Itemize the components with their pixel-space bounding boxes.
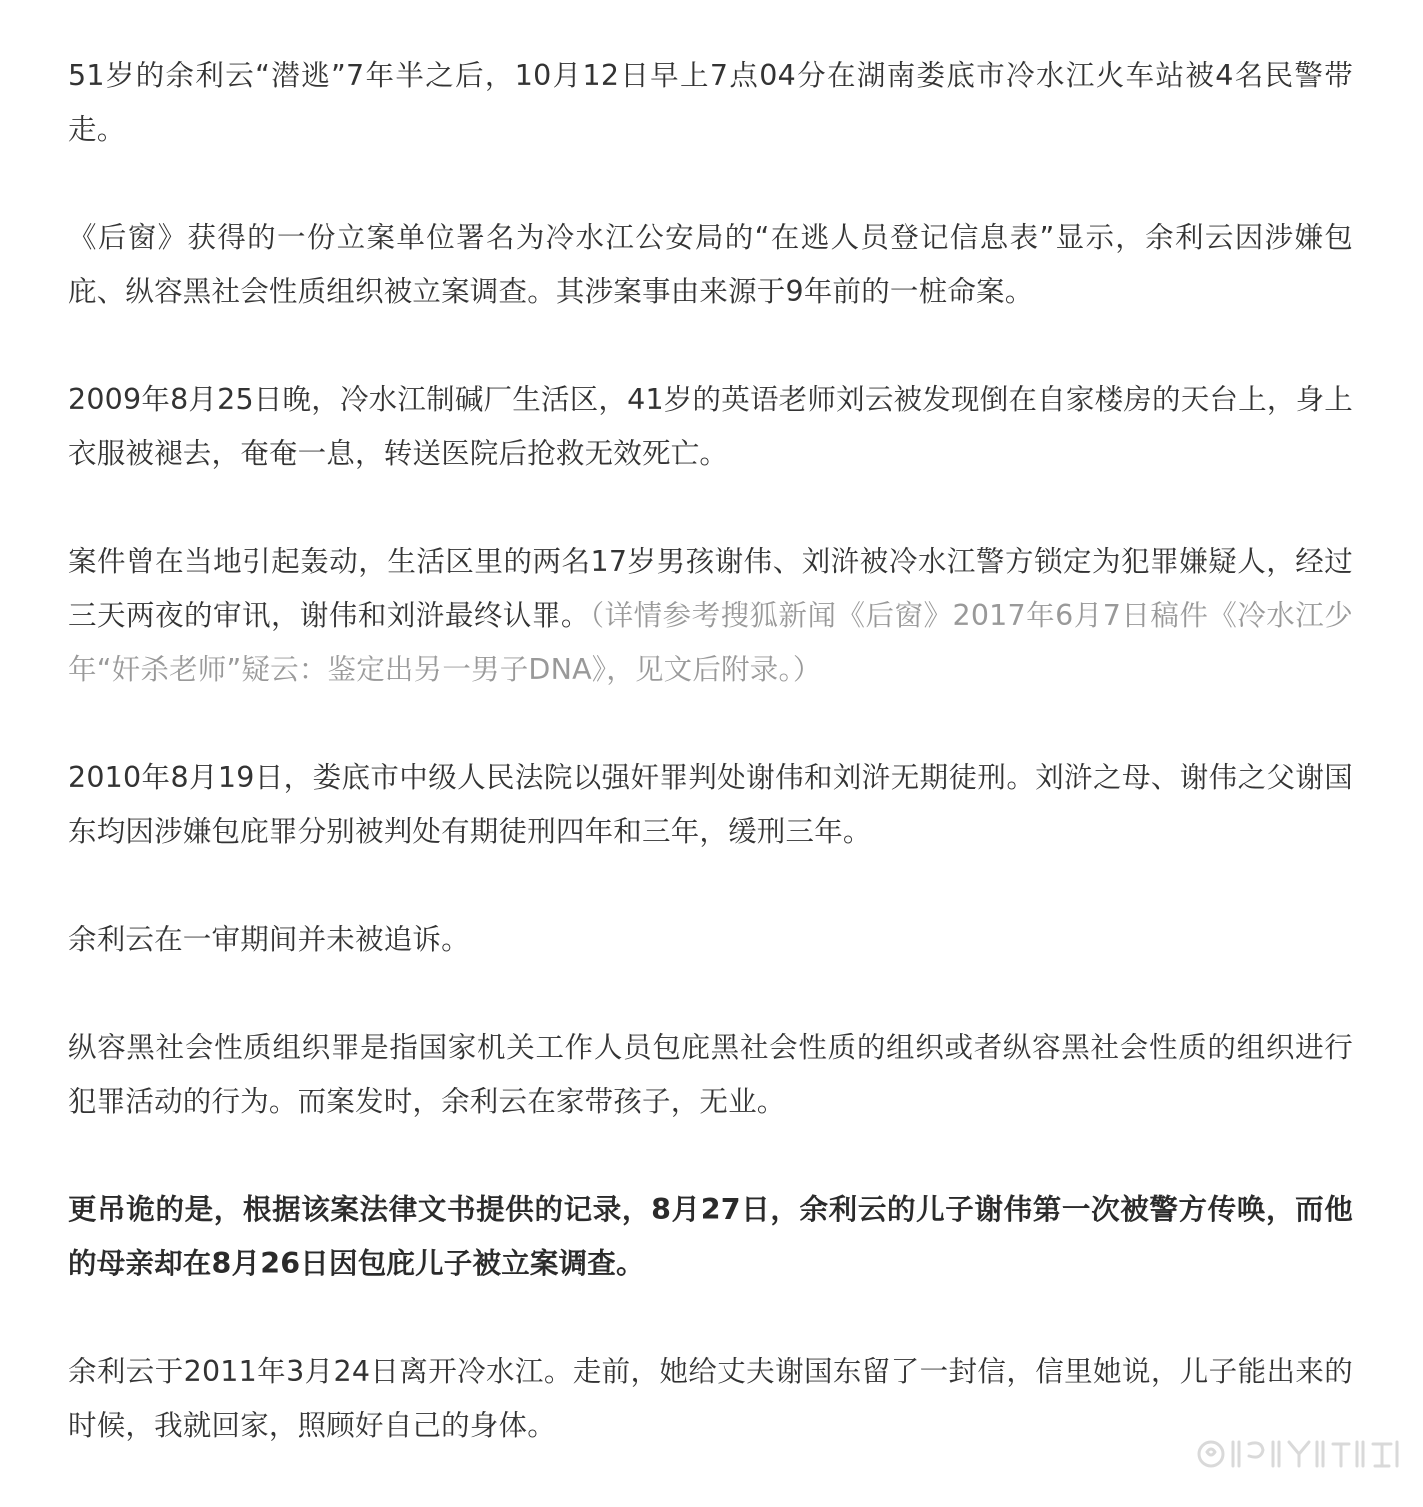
reference-note: （详情参考搜狐新闻《后窗》2017年6月7日稿件《冷水江少年“奸杀老师”疑云：鉴定出另一男子DNA》，见文后附录。） bbox=[68, 599, 1353, 686]
article-body bbox=[68, 49, 1353, 1507]
paragraph-suspects bbox=[68, 535, 1353, 697]
watermark-logo-icon bbox=[1193, 1430, 1409, 1476]
paragraph-suspects-text: 案件曾在当地引起轰动，生活区里的两名17岁男孩谢伟、刘浒被冷水江警方锁定为犯罪嫌疑人，经过三天两夜的审讯，谢伟和刘浒最终认罪。 bbox=[68, 545, 1353, 632]
paragraph-case-filing: 《后窗》获得的一份立案单位署名为冷水江公安局的“在逃人员登记信息表”显示，余利云因涉嫌包庇、纵容黑社会性质组织被立案调查。其涉案事由来源于9年前的一桩命案。 bbox=[68, 221, 1353, 308]
paragraph-crime-definition: 纵容黑社会性质组织罪是指国家机关工作人员包庇黑社会性质的组织或者纵容黑社会性质的组织进行犯罪活动的行为。而案发时，余利云在家带孩子，无业。 bbox=[68, 1031, 1353, 1118]
paragraph-verdict: 2010年8月19日，娄底市中级人民法院以强奸罪判处谢伟和刘浒无期徒刑。刘浒之母、谢伟之父谢国东均因涉嫌包庇罪分别被判处有期徒刑四年和三年，缓刑三年。 bbox=[68, 761, 1353, 848]
paragraph-murder-event: 2009年8月25日晚，冷水江制碱厂生活区，41岁的英语老师刘云被发现倒在自家楼房的天台上，身上衣服被褪去，奄奄一息，转送医院后抢救无效死亡。 bbox=[68, 383, 1353, 470]
paragraph-departure: 余利云于2011年3月24日离开冷水江。走前，她给丈夫谢国东留了一封信，信里她说，儿子能出来的时候，我就回家，照顾好自己的身体。 bbox=[68, 1355, 1353, 1442]
paragraph-arrest: 51岁的余利云“潜逃”7年半之后，10月12日早上7点04分在湖南娄底市冷水江火车站被4名民警带走。 bbox=[68, 59, 1353, 146]
paragraph-not-prosecuted: 余利云在一审期间并未被追诉。 bbox=[68, 923, 470, 956]
paragraph-timeline-bold: 更吊诡的是，根据该案法律文书提供的记录，8月27日，余利云的儿子谢伟第一次被警方传唤，而他的母亲却在8月26日因包庇儿子被立案调查。 bbox=[68, 1193, 1353, 1280]
